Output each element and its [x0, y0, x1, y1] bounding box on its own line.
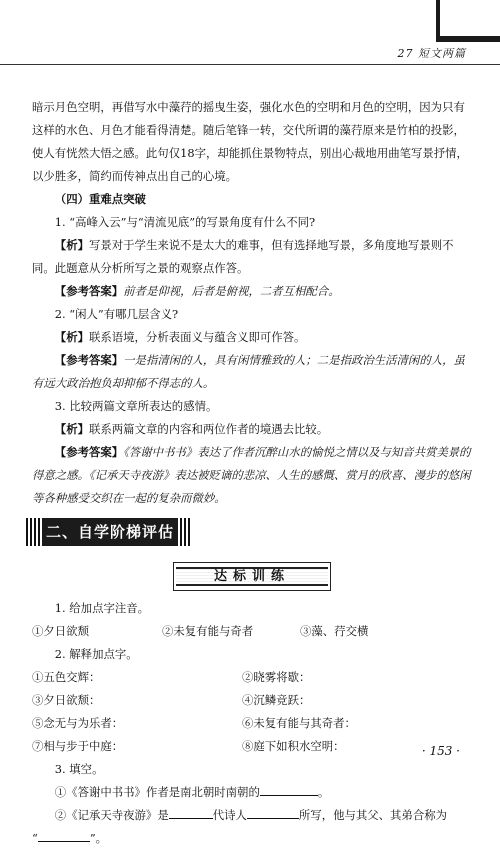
question-3: 3. 比较两篇文章所表达的感情。 — [54, 399, 218, 413]
exercise-2-row — [32, 666, 472, 689]
analysis-label: 【析】 — [54, 238, 89, 252]
top-paragraph: 暗示月色空明，再借写水中藻荇的摇曳生姿，强化水色的空明和月色的空明，因为只有这样的水色、月色才能看得清楚。随后笔锋一转，交代所谓的藻荇原来是竹柏的投影，使人有恍然大悟之感。此句仅18字，却能抓住景物特点，别出心裁地用曲笔写景抒情，以少胜多，简约而传神点出自己的心境。 — [32, 100, 468, 183]
answer-blank[interactable] — [38, 827, 90, 842]
list-item: ①五色交辉： — [32, 670, 101, 684]
fill-item-1: ①《答谢中书书》作者是南北朝时南朝的 。 — [32, 781, 472, 804]
focus-heading: （四）重难点突破 — [54, 192, 146, 206]
exercise-3: 3. 填空。 — [54, 762, 104, 776]
exercise-1-items — [32, 620, 472, 643]
list-item: ①夕日欲颓 — [32, 624, 89, 638]
exercise-2: 2. 解释加点字。 — [54, 647, 138, 661]
list-item: ⑤念无与为乐者： — [32, 716, 124, 730]
section-title: 二、自学阶梯评估 — [42, 518, 178, 546]
answer-label: 【参考答案】 — [54, 445, 124, 459]
list-item: ②未复有能与奇者 — [162, 624, 254, 638]
analysis-label: 【析】 — [54, 422, 89, 436]
exercise-2-row — [32, 689, 472, 712]
list-item: ⑧庭下如积水空明： — [242, 739, 345, 753]
list-item: ⑥未复有能与其奇者： — [242, 716, 356, 730]
question-2: 2. “闲人”有哪几层含义? — [54, 307, 179, 321]
answer-label: 【参考答案】 — [54, 353, 124, 367]
training-badge — [173, 562, 331, 591]
fill-item-2-cont: “ ”。 — [32, 827, 472, 850]
list-item: ⑦相与步于中庭： — [32, 739, 124, 753]
list-item: ③藻、荇交横 — [300, 624, 369, 638]
header-rule — [0, 64, 500, 65]
answer-blank[interactable] — [260, 781, 318, 796]
answer-3: 【参考答案】《答谢中书书》表达了作者沉醉山水的愉悦之情以及与知音共赏美景的得意之感。《记承天寺夜游》表达被贬谪的悲凉、人生的感慨、赏月的欣喜、漫步的悠闲等各种感受交织在一起的复杂而微妙。 — [32, 445, 471, 505]
corner-tab-decoration — [436, 0, 500, 42]
answer-2: 【参考答案】一是指清闲的人，具有闲情雅致的人；二是指政治生活清闲的人，虽有远大政治抱负却抑郁不得志的人。 — [32, 353, 465, 390]
section-banner — [26, 518, 191, 546]
badge-label: 达标训练 — [176, 567, 328, 586]
page-number: · 153 · — [421, 744, 460, 758]
page-content — [32, 96, 472, 850]
running-header — [0, 42, 500, 66]
answer-label: 【参考答案】 — [54, 284, 124, 298]
analysis-2: 【析】联系语境，分析表面义与蕴含义即可作答。 — [54, 330, 306, 344]
fill-item-2: ②《记承天寺夜游》是 代诗人 所写，他与其父、其弟合称为 — [32, 804, 472, 827]
exercise-1: 1. 给加点字注音。 — [54, 601, 150, 615]
question-1: 1. “高峰入云”与“清流见底”的写景角度有什么不同? — [54, 215, 316, 229]
answer-1: 【参考答案】前者是仰视，后者是俯视，二者互相配合。 — [54, 284, 340, 298]
analysis-1: 【析】写景对于学生来说不是太大的难事，但有选择地写景，多角度地写景则不同。此题意从分析所写之景的观察点作答。 — [32, 238, 454, 275]
exercise-2-row — [32, 712, 472, 735]
answer-blank[interactable] — [247, 804, 299, 819]
list-item: ③夕日欲颓： — [32, 693, 101, 707]
header-section-title: 27 短文两篇 — [397, 47, 466, 60]
analysis-label: 【析】 — [54, 330, 89, 344]
analysis-3: 【析】联系两篇文章的内容和两位作者的境遇去比较。 — [54, 422, 329, 436]
exercise-2-row — [32, 735, 472, 758]
banner-stripes-end — [180, 518, 190, 546]
list-item: ②晓雾将歇： — [242, 670, 311, 684]
banner-stripes — [26, 518, 40, 546]
answer-blank[interactable] — [169, 804, 213, 819]
list-item: ④沉鳞竞跃： — [242, 693, 311, 707]
